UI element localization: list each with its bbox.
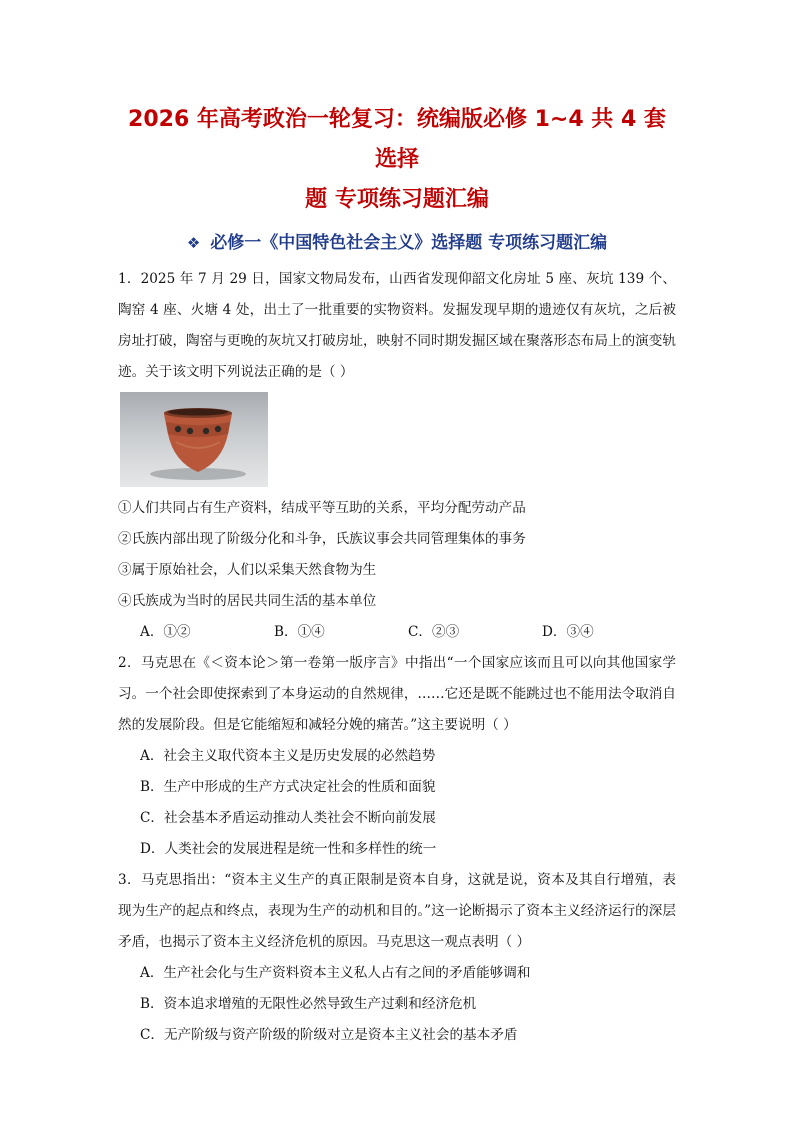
question-3-stem: 3．马克思指出：“资本主义生产的真正限制是资本自身，这就是说，资本及其自行增殖，表现为生产的起点和终点，表现为生产的动机和目的。”这一论断揭示了资本主义经济运行的深层矛盾，也揭示了资本主义经济危机的原因。马克思这一观点表明（ ） (118, 872, 676, 950)
q1-choice-d: D．③④ (542, 624, 594, 640)
q1-choice-c: C．②③ (408, 624, 460, 640)
pottery-photo (120, 392, 268, 487)
section-subtitle (118, 230, 676, 256)
q3-option-c: C．无产阶级与资产阶级的阶级对立是资本主义社会的基本矛盾 (140, 1027, 518, 1043)
q2-option-d: D．人类社会的发展进程是统一性和多样性的统一 (140, 841, 437, 857)
pottery-bowl-icon (120, 392, 268, 487)
q3-option-a: A．生产社会化与生产资料资本主义私人占有之间的矛盾能够调和 (140, 965, 531, 981)
document-title-line2: 题 专项练习题汇编 (305, 187, 489, 212)
q2-option-b: B．生产中形成的生产方式决定社会的性质和面貌 (140, 779, 436, 795)
q1-choices (140, 617, 676, 648)
q1-statement-4: ④氏族成为当时的居民共同生活的基本单位 (118, 593, 377, 609)
q2-option-a: A．社会主义取代资本主义是历史发展的必然趋势 (140, 748, 436, 764)
question-2-stem: 2．马克思在《＜资本论＞第一卷第一版序言》中指出“一个国家应该而且可以向其他国家学习。一个社会即使探索到了本身运动的自然规律，……它还是既不能跳过也不能用法令取消自然的发展阶段。但是它能缩短和减轻分娩的痛苦。”这主要说明（ ） (118, 655, 676, 733)
q1-choice-b: B．①④ (274, 624, 325, 640)
q3-option-b: B．资本追求增殖的无限性必然导致生产过剩和经济危机 (140, 996, 477, 1012)
q1-statement-1: ①人们共同占有生产资料，结成平等互助的关系，平均分配劳动产品 (118, 500, 526, 516)
diamond-bullet-icon: ❖ (186, 234, 201, 252)
question-1-stem: 1．2025 年 7 月 29 日，国家文物局发布，山西省发现仰韶文化房址 5 座、灰坑 139 个、陶窑 4 座、火塘 4 处，出土了一批重要的实物资料。发掘发现早期的遗迹仅有灰坑，之后被房址打破，陶窑与更晚的灰坑又打破房址，映射不同时期发掘区域在聚落形态布局上的演变轨迹。关于该文明下列说法正确的是（ ） (118, 271, 676, 380)
section-subtitle-text: 必修一《中国特色社会主义》选择题 专项练习题汇编 (210, 233, 608, 253)
q1-statement-2: ②氏族内部出现了阶级分化和斗争，氏族议事会共同管理集体的事务 (118, 531, 526, 547)
q1-statement-3: ③属于原始社会，人们以采集天然食物为生 (118, 562, 377, 578)
document-title-line1: 2026 年高考政治一轮复习：统编版必修 1~4 共 4 套选择 (128, 107, 666, 172)
q1-choice-a: A．①② (140, 624, 191, 640)
q2-option-c: C．社会基本矛盾运动推动人类社会不断向前发展 (140, 810, 436, 826)
